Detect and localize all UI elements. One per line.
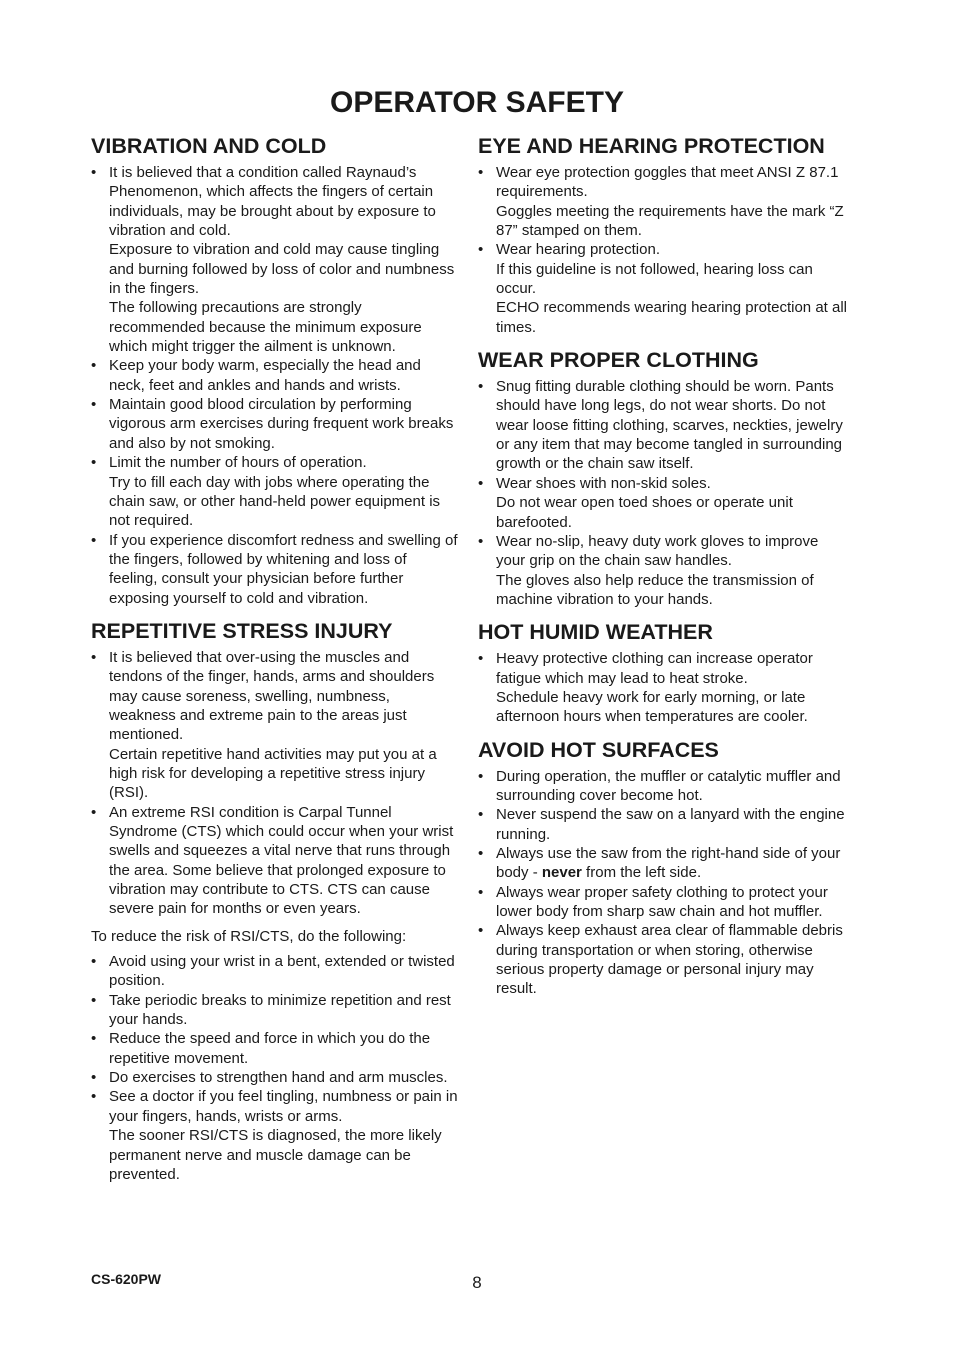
bullet: •	[478, 164, 484, 181]
bullet: •	[91, 1069, 97, 1087]
item-text: The gloves also help reduce the transmission of machine vibration to your hands.	[496, 571, 814, 608]
bullet: •	[478, 378, 484, 396]
bullet: •	[91, 454, 97, 472]
item-text: Goggles meeting the requirements have the mark “Z 87” stamped on them.	[496, 202, 844, 240]
bullet: •	[91, 991, 97, 1009]
list-item	[478, 805, 848, 844]
list-item	[91, 531, 459, 608]
list-item	[478, 532, 848, 609]
item-text: It is believed that a condition called Raynaud’s Phenomenon, which affects the fingers of certain individuals, may be brought about by exposure to vibration and cold.	[109, 164, 436, 240]
item-text: Always wear proper safety clothing to protect your lower body from sharp saw chain and hot muffler.	[496, 883, 828, 920]
bullet: •	[91, 164, 97, 181]
item-text: Certain repetitive hand activities may put you at a high risk for developing a repetitive stress injury (RSI).	[109, 745, 437, 802]
list-item	[478, 844, 848, 883]
bullet: •	[478, 767, 484, 785]
list-item	[478, 767, 848, 806]
rsi-intro-text: To reduce the risk of RSI/CTS, do the following:	[91, 927, 407, 945]
item-text: Do exercises to strengthen hand and arm muscles.	[109, 1069, 448, 1087]
item-text: Wear hearing protection.	[496, 241, 660, 259]
section-vibration-and-cold	[91, 133, 459, 608]
bullet: •	[91, 1088, 97, 1106]
item-text: Exposure to vibration and cold may cause tingling and burning followed by loss of color and numbness in the fingers.	[109, 241, 455, 298]
item-text-part: Always use the saw from the right-hand side of your body -	[496, 844, 841, 882]
item-text: During operation, the muffler or catalytic muffler and surrounding cover become hot.	[496, 767, 841, 804]
item-text: Wear shoes with non-skid soles.	[496, 474, 711, 492]
footer-model-number: CS-620PW	[91, 1271, 162, 1287]
bullet: •	[478, 650, 484, 668]
bullet: •	[478, 883, 484, 901]
bullet-list	[91, 648, 459, 919]
list-item	[91, 952, 459, 991]
item-text: An extreme RSI condition is Carpal Tunnel Syndrome (CTS) which could occur when your wrist swells and squeezes a vital nerve that runs through the area. Some believe that prolonged exposure to vibration may contribute to CTS. CTS can cause severe pain for months or even years.	[109, 803, 454, 918]
bullet: •	[91, 648, 97, 666]
list-item	[91, 1029, 459, 1068]
section-hot-humid-weather	[478, 619, 848, 726]
list-item	[478, 883, 848, 922]
bullet: •	[478, 474, 484, 492]
item-text: Heavy protective clothing can increase operator fatigue which may lead to heat stroke.	[496, 650, 813, 687]
bullet: •	[91, 1030, 97, 1048]
list-item	[478, 649, 848, 726]
item-text: The following precautions are strongly recommended because the minimum exposure which might trigger the ailment is unknown.	[109, 299, 422, 356]
bullet: •	[478, 844, 484, 862]
list-item	[91, 803, 459, 919]
bullet-list	[478, 649, 848, 726]
item-text: The sooner RSI/CTS is diagnosed, the more likely permanent nerve and muscle damage can be prevented.	[109, 1127, 442, 1183]
bullet: •	[91, 396, 97, 414]
item-text: If this guideline is not followed, hearing loss can occur.	[496, 260, 813, 298]
section-heading: VIBRATION AND COLD	[91, 134, 327, 158]
section-heading: REPETITIVE STRESS INJURY	[91, 618, 393, 643]
list-item	[91, 395, 459, 453]
bullet: •	[91, 803, 97, 821]
item-text: Wear eye protection goggles that meet ANSI Z 87.1 requirements.	[496, 164, 839, 201]
page-title: OPERATOR SAFETY	[330, 86, 624, 119]
item-text: Wear no-slip, heavy duty work gloves to improve your grip on the chain saw handles.	[496, 532, 819, 570]
bullet: •	[91, 953, 97, 971]
page-number: 8	[472, 1273, 482, 1292]
bullet-list	[478, 163, 848, 337]
bullet: •	[478, 532, 484, 550]
bullet-list	[478, 767, 848, 999]
section-heading: WEAR PROPER CLOTHING	[478, 348, 759, 373]
item-text: ECHO recommends wearing hearing protection at all times.	[496, 299, 847, 336]
bullet: •	[478, 922, 484, 940]
section-heading: EYE AND HEARING PROTECTION	[478, 134, 825, 158]
item-text: Schedule heavy work for early morning, or late afternoon hours when temperatures are cooler.	[496, 688, 808, 726]
item-text: Limit the number of hours of operation.	[109, 454, 367, 472]
item-text	[496, 844, 848, 883]
bullet-list	[91, 163, 459, 608]
item-text: Maintain good blood circulation by performing vigorous arm exercises during frequent work breaks and also by not smoking.	[109, 396, 454, 452]
bullet: •	[478, 241, 484, 259]
list-item	[478, 474, 848, 532]
item-text: Keep your body warm, especially the head and neck, feet and ankles and hands and wrists.	[109, 357, 421, 394]
list-item	[478, 240, 848, 337]
list-item	[478, 163, 848, 240]
list-item	[91, 1068, 459, 1087]
item-text: Always keep exhaust area clear of flammable debris during transportation or when storing, otherwise serious property damage or personal injury may result.	[496, 922, 843, 998]
right-column	[478, 133, 848, 1009]
list-item	[91, 991, 459, 1030]
bullet: •	[91, 531, 97, 549]
item-text: Try to fill each day with jobs where operating the chain saw, or other hand-held power equipment is not required.	[109, 473, 441, 530]
item-text: Never suspend the saw on a lanyard with the engine running.	[496, 806, 845, 843]
item-text: Do not wear open toed shoes or operate unit barefooted.	[496, 494, 793, 531]
list-item	[478, 921, 848, 998]
bullet-list	[478, 377, 848, 609]
bullet: •	[478, 806, 484, 824]
section-repetitive-stress-injury	[91, 618, 459, 1184]
list-item	[91, 453, 459, 530]
list-item	[91, 356, 459, 395]
item-text: See a doctor if you feel tingling, numbness or pain in your fingers, hands, wrists or arms.	[109, 1088, 458, 1125]
item-text: Reduce the speed and force in which you do the repetitive movement.	[109, 1030, 431, 1067]
left-column	[91, 133, 459, 1194]
bullet-list	[91, 952, 459, 1184]
list-item	[91, 1087, 459, 1184]
bullet: •	[91, 357, 97, 375]
section-heading: HOT HUMID WEATHER	[478, 620, 713, 645]
item-text: Avoid using your wrist in a bent, extended or twisted position.	[109, 953, 455, 990]
list-item	[91, 648, 459, 803]
item-text: Snug fitting durable clothing should be worn. Pants should have long legs, do not wear shorts. Do not wear loose fitting clothing, scarves, neckties, jewelry or any item that may become tangled in surrounding growth or the chain saw itself.	[496, 378, 843, 473]
list-item	[478, 377, 848, 474]
section-eye-and-hearing-protection	[478, 133, 848, 337]
list-item	[91, 163, 459, 356]
item-text: It is believed that over-using the muscles and tendons of the finger, hands, arms and shoulders may cause soreness, swelling, numbness, weakness and extreme pain to the areas just mentioned.	[109, 648, 435, 744]
section-wear-proper-clothing	[478, 347, 848, 609]
item-text-part: from the left side.	[581, 864, 702, 882]
item-text: Take periodic breaks to minimize repetition and rest your hands.	[109, 991, 451, 1029]
section-heading: AVOID HOT SURFACES	[478, 737, 719, 762]
section-avoid-hot-surfaces	[478, 737, 848, 999]
emphasis-never: never	[541, 864, 582, 882]
item-text: If you experience discomfort redness and swelling of the fingers, followed by whitening and loss of feeling, consult your physician before further exposing yourself to cold and vibration.	[109, 531, 458, 607]
